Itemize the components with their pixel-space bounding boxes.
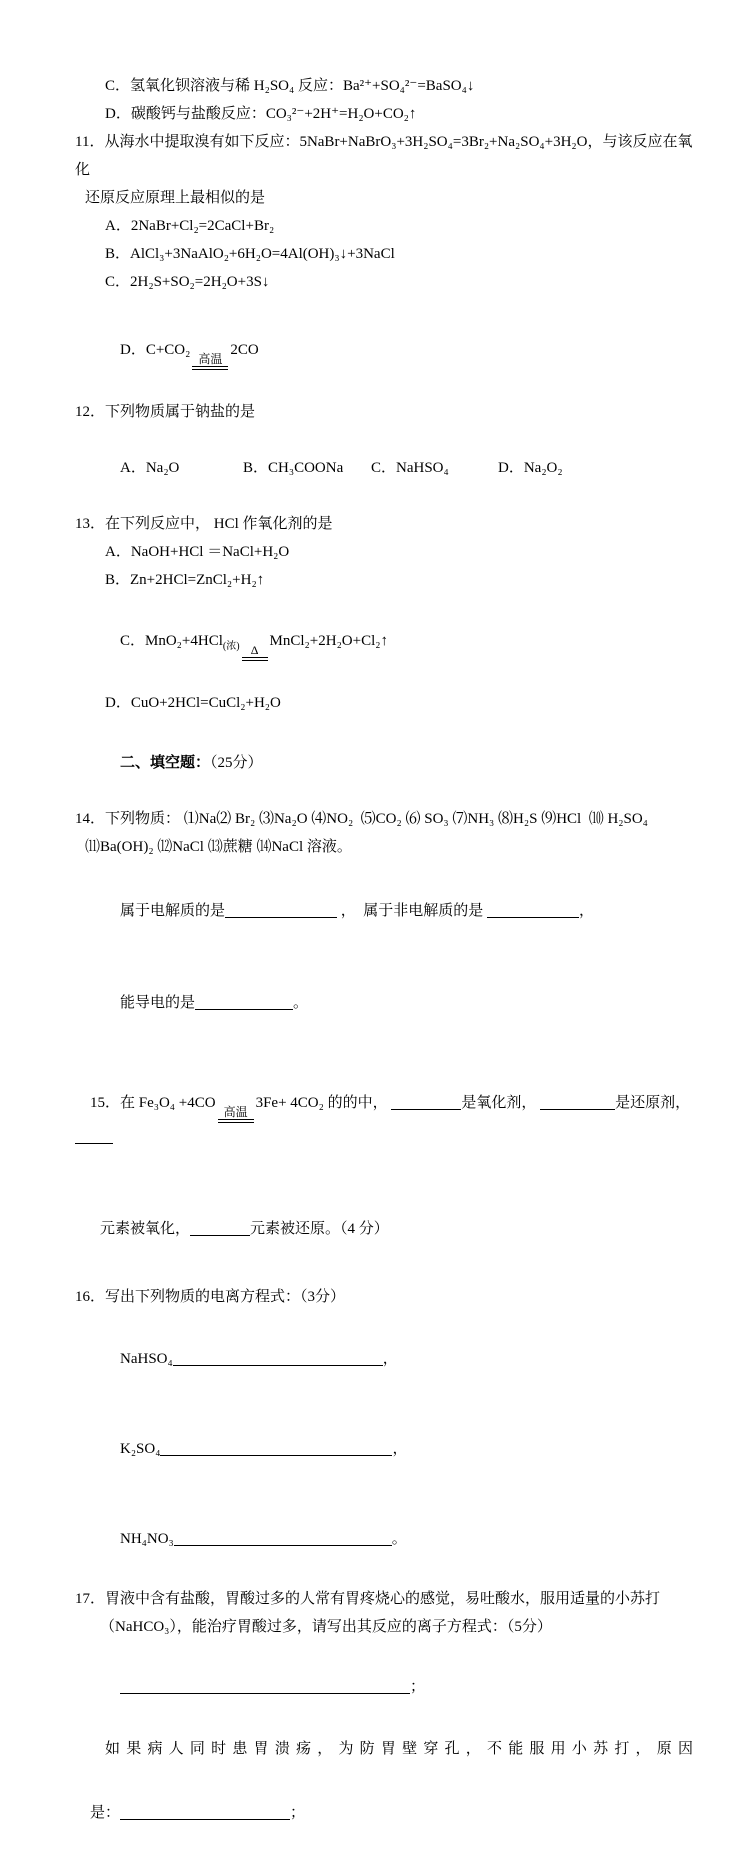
q13-option-c-rhs: MnCl₂+2H₂O+Cl₂↑ xyxy=(269,633,389,649)
q13-stem: 13．在下列反应中， HCl 作氧化剂的是 xyxy=(75,516,333,532)
q13-option-b: B．Zn+2HCl=ZnCl₂+H₂↑ xyxy=(105,572,265,588)
condition-label: Δ xyxy=(250,643,259,657)
q11-option-d xyxy=(75,296,696,398)
answer-blank-nonelectrolyte xyxy=(487,901,579,918)
q11-option-d-rhs: 2CO xyxy=(230,342,259,358)
q14-fill-line1 xyxy=(75,869,696,953)
answer-blank-element-oxidized xyxy=(75,1127,113,1144)
reaction-condition-high-temp xyxy=(218,1106,254,1123)
answer-blank-ionic-equation xyxy=(120,1677,410,1694)
section2-header xyxy=(75,721,696,805)
section2-title: 二、填空题： xyxy=(120,755,211,771)
reaction-condition-high-temp xyxy=(192,353,228,370)
q16-item1 xyxy=(75,1317,696,1401)
q16-item3-end: 。 xyxy=(391,1531,407,1547)
q13-option-c-lhs: C．MnO₂+4HCl xyxy=(120,633,223,649)
condition-label: 高温 xyxy=(223,1105,248,1119)
q11-option-c: C．2H₂S+SO₂=2H₂O+3S↓ xyxy=(105,274,270,290)
q17-answer-line xyxy=(75,1645,696,1729)
q13-option-d: D．CuO+2HCl=CuCl₂+H₂O xyxy=(105,695,281,711)
q11-option-b: B．AlCl₃+3NaAlO₂+6H₂O=4Al(OH)₃↓+3NaCl xyxy=(105,246,395,262)
double-bond-line xyxy=(218,1119,254,1123)
q16-formula-nh4no3: NH₄NO₃ xyxy=(120,1531,174,1547)
answer-blank-nahso4 xyxy=(173,1349,383,1366)
q14-fill1-label: 属于电解质的是 xyxy=(120,903,226,919)
q17-stem-line2: （NaHCO₃），能治疗胃酸过多，请写出其反应的离子方程式：（5分） xyxy=(100,1619,552,1635)
double-bond-line xyxy=(192,366,228,370)
q16-item2-end: ， xyxy=(392,1441,408,1457)
q12-stem: 12．下列物质属于钠盐的是 xyxy=(75,404,256,420)
answer-blank-nh4no3 xyxy=(174,1529,392,1546)
answer-blank-oxidizer xyxy=(391,1093,461,1110)
answer-blank-reason xyxy=(120,1803,290,1820)
q12-option-b: B．CH₃COONa xyxy=(243,460,344,476)
q15-equation-rhs: 3Fe+ 4CO₂ 的的中， xyxy=(255,1095,388,1111)
q14-fill2-label: 能导电的是 xyxy=(120,995,196,1011)
double-bond-line xyxy=(242,657,268,661)
q15-mid1: 是氧化剂， xyxy=(461,1095,537,1111)
q12-option-a: A．Na₂O xyxy=(120,460,180,476)
q17-para3-end: ； xyxy=(290,1805,306,1821)
answer-blank-electrolyte xyxy=(225,901,337,918)
reaction-condition-delta xyxy=(242,644,268,661)
q16-stem: 16．写出下列物质的电离方程式：（3分） xyxy=(75,1289,346,1305)
q15-line2-b: 元素被还原。（4 分） xyxy=(250,1221,389,1237)
q17-stem-line1: 17．胃液中含有盐酸，胃酸过多的人常有胃疼烧心的感觉，易吐酸水，服用适量的小苏打 xyxy=(75,1591,661,1607)
q17-blank1-end: ； xyxy=(410,1679,426,1695)
q17-para3-label: 是： xyxy=(90,1805,121,1821)
answer-blank-reducer xyxy=(540,1093,615,1110)
q16-item3 xyxy=(75,1497,696,1581)
answer-blank-element-reduced xyxy=(190,1219,250,1236)
q15-stem-line1 xyxy=(75,1049,696,1179)
q11-stem-line2: 还原反应原理上最相似的是 xyxy=(85,190,266,206)
q12-option-d: D．Na₂O₂ xyxy=(498,460,563,476)
q16-formula-nahso4: NaHSO₄ xyxy=(120,1351,173,1367)
q10-option-d: D．碳酸钙与盐酸反应：CO₃²⁻+2H⁺=H₂O+CO₂↑ xyxy=(105,106,417,122)
condition-label: 高温 xyxy=(198,352,223,366)
q10-option-c: C．氢氧化钡溶液与稀 H₂SO₄ 反应：Ba²⁺+SO₄²⁻=BaSO₄↓ xyxy=(105,78,475,94)
q13-option-a: A．NaOH+HCl ＝NaCl+H₂O xyxy=(105,544,290,560)
answer-blank-k2so4 xyxy=(160,1439,392,1456)
q17-para3 xyxy=(75,1771,696,1855)
q14-fill1-end: ， xyxy=(579,903,595,919)
q14-fill-line2 xyxy=(75,961,696,1045)
q11-option-d-lhs: D．C+CO₂ xyxy=(120,342,191,358)
q16-item2 xyxy=(75,1407,696,1491)
q15-equation-lhs: 15．在 Fe₃O₄ +4CO xyxy=(90,1095,216,1111)
q15-stem-line2 xyxy=(75,1187,696,1271)
q15-line2-a: 元素被氧化， xyxy=(100,1221,191,1237)
q16-item1-end: ， xyxy=(382,1351,398,1367)
q14-fill2-end: 。 xyxy=(293,995,309,1011)
section2-points: （25分） xyxy=(210,755,263,771)
q14-fill1-mid: ， 属于非电解质的是 xyxy=(337,903,488,919)
q14-stem-line1: 14．下列物质： ⑴Na⑵ Br₂ ⑶Na₂O ⑷NO₂ ⑸CO₂ ⑹ SO₃ ⑺NH₃ ⑻H₂S ⑼HCl ⑽ H₂SO₄ xyxy=(75,811,648,827)
q11-option-a: A．2NaBr+Cl₂=2CaCl+Br₂ xyxy=(105,218,275,234)
q17-para2: 如 果 病 人 同 时 患 胃 溃 疡 ， 为 防 胃 壁 穿 孔 ， 不 能 服 用 小 苏 打 ， 原 因 xyxy=(105,1741,693,1757)
q13-option-c xyxy=(75,594,696,689)
q12-options-row xyxy=(75,426,696,510)
q14-stem-line2: ⑾Ba(OH)₂ ⑿NaCl ⒀蔗糖 ⒁NaCl 溶液。 xyxy=(85,839,352,855)
q12-option-c: C．NaHSO₄ xyxy=(371,460,449,476)
q11-stem-line1: 11．从海水中提取溴有如下反应：5NaBr+NaBrO₃+3H₂SO₄=3Br₂+Na₂SO₄+3H₂O，与该反应在氧化 xyxy=(75,134,693,178)
answer-blank-conductive xyxy=(195,993,293,1010)
q15-mid2: 是还原剂， xyxy=(615,1095,691,1111)
state-subscript-concentrated: (浓) xyxy=(222,641,240,652)
q16-formula-k2so4: K₂SO₄ xyxy=(120,1441,161,1457)
